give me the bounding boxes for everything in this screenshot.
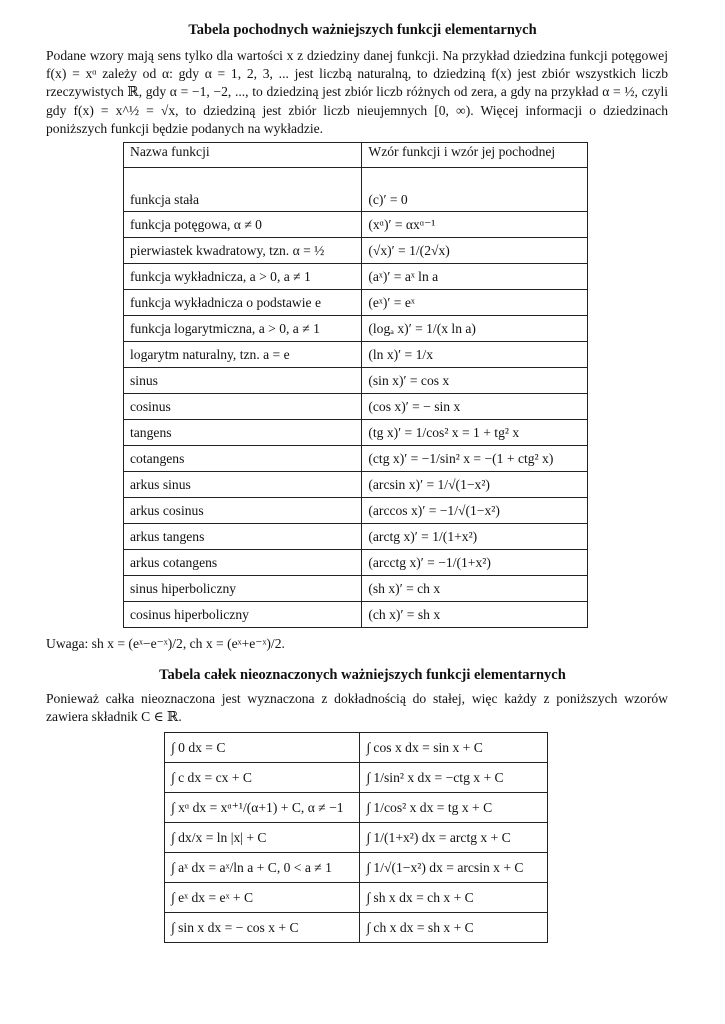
table-row [124,342,588,368]
derivative-formula: (√x)′ = 1/(2√x) [362,238,588,264]
table-row [124,316,588,342]
table-header-row [124,143,588,168]
derivative-formula: (c)′ = 0 [362,168,588,212]
integrals-title: Tabela całek nieoznaczonych ważniejszych funkcji elementarnych [159,667,566,683]
derivative-formula: (arcctg x)′ = −1/(1+x²) [362,550,588,576]
function-name: arkus sinus [124,472,362,498]
intro-line: Podane wzory mają sens tylko dla wartości x z dziedziny danej funkcji. Na przykład dziedzina funkcji [46,48,608,63]
function-name: arkus tangens [124,524,362,550]
function-name: cosinus hiperboliczny [124,602,362,628]
function-name: arkus cosinus [124,498,362,524]
table-row [124,576,588,602]
table-row [124,368,588,394]
function-name: cosinus [124,394,362,420]
function-name: sinus hiperboliczny [124,576,362,602]
table-row [124,394,588,420]
integral-formula: ∫ sin x dx = − cos x + C [165,913,360,943]
function-name: cotangens [124,446,362,472]
table-row [165,793,548,823]
table-row [165,853,548,883]
integral-formula: ∫ c dx = cx + C [165,763,360,793]
derivatives-table [123,142,588,628]
integrals-table [164,732,548,943]
derivative-formula: (xᵅ)′ = αxᵅ⁻¹ [362,212,588,238]
table-row [165,763,548,793]
function-name: sinus [124,368,362,394]
integral-formula: ∫ aˣ dx = aˣ/ln a + C, 0 < a ≠ 1 [165,853,360,883]
table-row [124,472,588,498]
integral-formula: ∫ cos x dx = sin x + C [360,733,548,763]
integral-formula: ∫ ch x dx = sh x + C [360,913,548,943]
derivatives-intro [46,47,668,138]
table-row [165,883,548,913]
table-row [124,446,588,472]
integrals-intro [46,690,668,726]
intro-line: Ponieważ całka nieoznaczona jest wyznaczona z dokładnością do stałej, więc każdy z poniższych [46,691,618,706]
table-row [165,913,548,943]
intro-line: wzorów zawiera składnik C ∈ ℝ. [46,691,668,725]
intro-line: wszystkich liczb rzeczywistych ℝ, gdy α = −1, −2, ..., to dziedziną jest zbiór liczb różnych od zera, a gdy [46,66,668,100]
table-row [165,733,548,763]
table-row [124,420,588,446]
derivative-formula: (ctg x)′ = −1/sin² x = −(1 + ctg² x) [362,446,588,472]
table-row [124,212,588,238]
integral-formula: ∫ 0 dx = C [165,733,360,763]
table-row [165,823,548,853]
integral-formula: ∫ dx/x = ln |x| + C [165,823,360,853]
derivative-formula: (tg x)′ = 1/cos² x = 1 + tg² x [362,420,588,446]
header-function-name: Nazwa funkcji [124,143,362,168]
intro-line: potęgowej f(x) = xᵅ zależy od α: gdy α = 1, 2, 3, ... jest liczbą naturalną, to dziedziną f(x) jest zbiór [46,48,668,82]
integral-formula: ∫ eˣ dx = eˣ + C [165,883,360,913]
table-row [124,290,588,316]
derivative-formula: (ch x)′ = sh x [362,602,588,628]
table-row [124,602,588,628]
function-name: funkcja wykładnicza, a > 0, a ≠ 1 [124,264,362,290]
integral-formula: ∫ sh x dx = ch x + C [360,883,548,913]
derivative-formula: (logₐ x)′ = 1/(x ln a) [362,316,588,342]
derivative-formula: (sh x)′ = ch x [362,576,588,602]
derivative-formula: (aˣ)′ = aˣ ln a [362,264,588,290]
integral-formula: ∫ 1/√(1−x²) dx = arcsin x + C [360,853,548,883]
derivative-formula: (sin x)′ = cos x [362,368,588,394]
derivative-formula: (arctg x)′ = 1/(1+x²) [362,524,588,550]
function-name: pierwiastek kwadratowy, tzn. α = ½ [124,238,362,264]
table-row [124,498,588,524]
derivatives-title: Tabela pochodnych ważniejszych funkcji elementarnych [188,22,537,38]
derivative-formula: (arccos x)′ = −1/√(1−x²) [362,498,588,524]
derivative-formula: (cos x)′ = − sin x [362,394,588,420]
integral-formula: ∫ xᵅ dx = xᵅ⁺¹/(α+1) + C, α ≠ −1 [165,793,360,823]
function-name: logarytm naturalny, tzn. a = e [124,342,362,368]
derivative-formula: (ln x)′ = 1/x [362,342,588,368]
table-row [124,238,588,264]
function-name: funkcja potęgowa, α ≠ 0 [124,212,362,238]
derivative-formula: (arcsin x)′ = 1/√(1−x²) [362,472,588,498]
function-name: funkcja logarytmiczna, a > 0, a ≠ 1 [124,316,362,342]
table-row [124,550,588,576]
integral-formula: ∫ 1/cos² x dx = tg x + C [360,793,548,823]
table-row [124,168,588,212]
header-formula: Wzór funkcji i wzór jej pochodnej [362,143,588,168]
derivative-formula: (eˣ)′ = eˣ [362,290,588,316]
table-row [124,524,588,550]
function-name: funkcja wykładnicza o podstawie e [124,290,362,316]
hyperbolic-note: Uwaga: sh x = (eˣ−e⁻ˣ)/2, ch x = (eˣ+e⁻ˣ)/2. [46,636,285,651]
integral-formula: ∫ 1/sin² x dx = −ctg x + C [360,763,548,793]
integral-formula: ∫ 1/(1+x²) dx = arctg x + C [360,823,548,853]
table-row [124,264,588,290]
intro-line: informacji o dziedzinach poniższych funkcji będzie podanych na wykładzie. [46,102,668,136]
function-name: funkcja stała [124,168,362,212]
function-name: arkus cotangens [124,550,362,576]
function-name: tangens [124,420,362,446]
intro-line: na przykład α = ½, czyli gdy f(x) = x^½ = √x, to dziedziną jest zbiór liczb nieujemnych [0, ∞). Więcej [46,84,668,118]
